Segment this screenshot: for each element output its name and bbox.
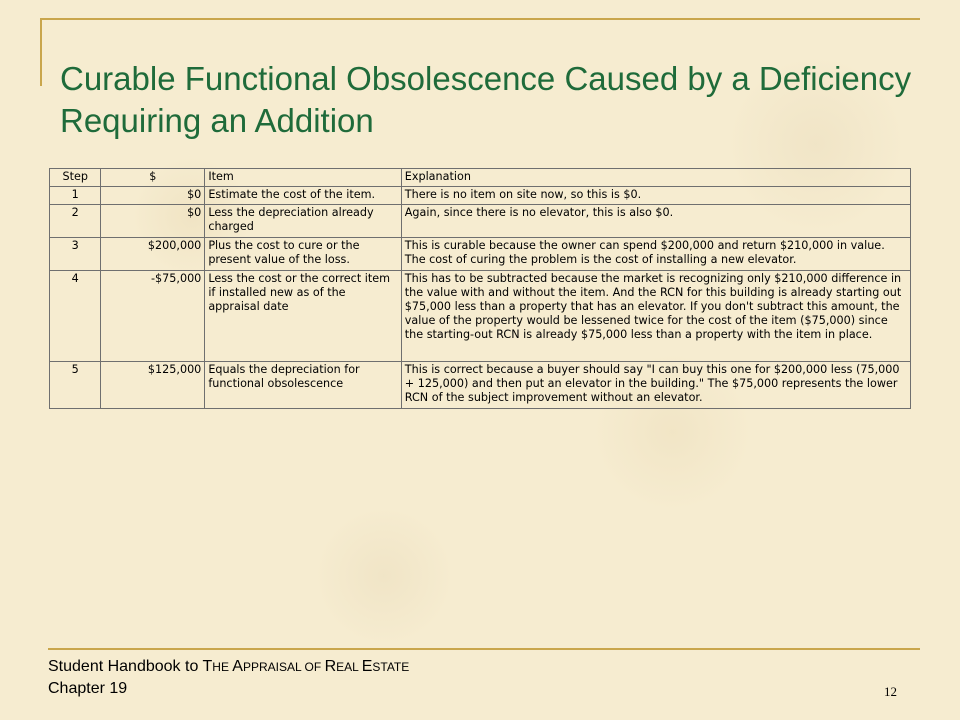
table-row — [50, 205, 911, 238]
cell-step: 5 — [50, 362, 101, 409]
footer-smallcap: PPRAISAL OF — [242, 660, 325, 674]
header-explanation: Explanation — [401, 169, 910, 187]
cell-item: Equals the depreciation for functional obsolescence — [205, 362, 401, 409]
cell-explanation: This is correct because a buyer should say "I can buy this one for $200,000 less (75,000 + 125,000) and then put an elevator in the building." The $75,000 represents the lower RCN of the subject improvement without an elevator. — [401, 362, 910, 409]
cell-explanation: This has to be subtracted because the market is recognizing only $210,000 difference in the value with and without the item. And the RCN for this building is already starting out $75,000 less than a property that has an elevator. If you don't subtract this amount, the value of the property would be lessened twice for the cost of the item ($75,000) since the starting-out RCN is already $75,000 less than a property with the item in place. — [401, 271, 910, 362]
footer-cap: A — [232, 658, 243, 675]
footer-cap: E — [361, 658, 373, 675]
footer-chapter: Chapter 19 — [48, 680, 128, 697]
cell-step: 2 — [50, 205, 101, 238]
cell-amount: $125,000 — [101, 362, 205, 409]
cell-item: Estimate the cost of the item. — [205, 187, 401, 205]
header-amount: $ — [101, 169, 205, 187]
footer-smallcap: EAL — [336, 660, 362, 674]
cell-item: Less the depreciation already charged — [205, 205, 401, 238]
page-number: 12 — [884, 684, 897, 699]
cell-step: 4 — [50, 271, 101, 362]
table-row — [50, 362, 911, 409]
footer-smallcap: STATE — [372, 660, 410, 674]
table-header-row — [50, 169, 911, 187]
footer-smallcap: HE — [212, 660, 233, 674]
footer-cap: R — [324, 658, 337, 675]
footer-rule — [48, 648, 920, 650]
cell-amount: $0 — [101, 205, 205, 238]
table-row — [50, 238, 911, 271]
cell-amount: -$75,000 — [101, 271, 205, 362]
depreciation-table — [49, 168, 911, 409]
footer-book-title — [48, 658, 409, 676]
cell-item: Plus the cost to cure or the present value of the loss. — [205, 238, 401, 271]
footer-cap: T — [202, 658, 213, 675]
frame-top-rule — [40, 18, 920, 20]
cell-item: Less the cost or the correct item if installed new as of the appraisal date — [205, 271, 401, 362]
frame-left-rule — [40, 18, 42, 86]
header-item: Item — [205, 169, 401, 187]
cell-amount: $0 — [101, 187, 205, 205]
cell-explanation: There is no item on site now, so this is $0. — [401, 187, 910, 205]
slide-title: Curable Functional Obsolescence Caused by a Deficiency Requiring an Addition — [60, 60, 912, 139]
cell-step: 1 — [50, 187, 101, 205]
footer-prefix: Student Handbook to — [48, 658, 203, 675]
cell-step: 3 — [50, 238, 101, 271]
header-step: Step — [50, 169, 101, 187]
table-row — [50, 271, 911, 362]
cell-explanation: Again, since there is no elevator, this is also $0. — [401, 205, 910, 238]
table-row — [50, 187, 911, 205]
cell-explanation: This is curable because the owner can spend $200,000 and return $210,000 in value. The cost of curing the problem is the cost of installing a new elevator. — [401, 238, 910, 271]
cell-amount: $200,000 — [101, 238, 205, 271]
